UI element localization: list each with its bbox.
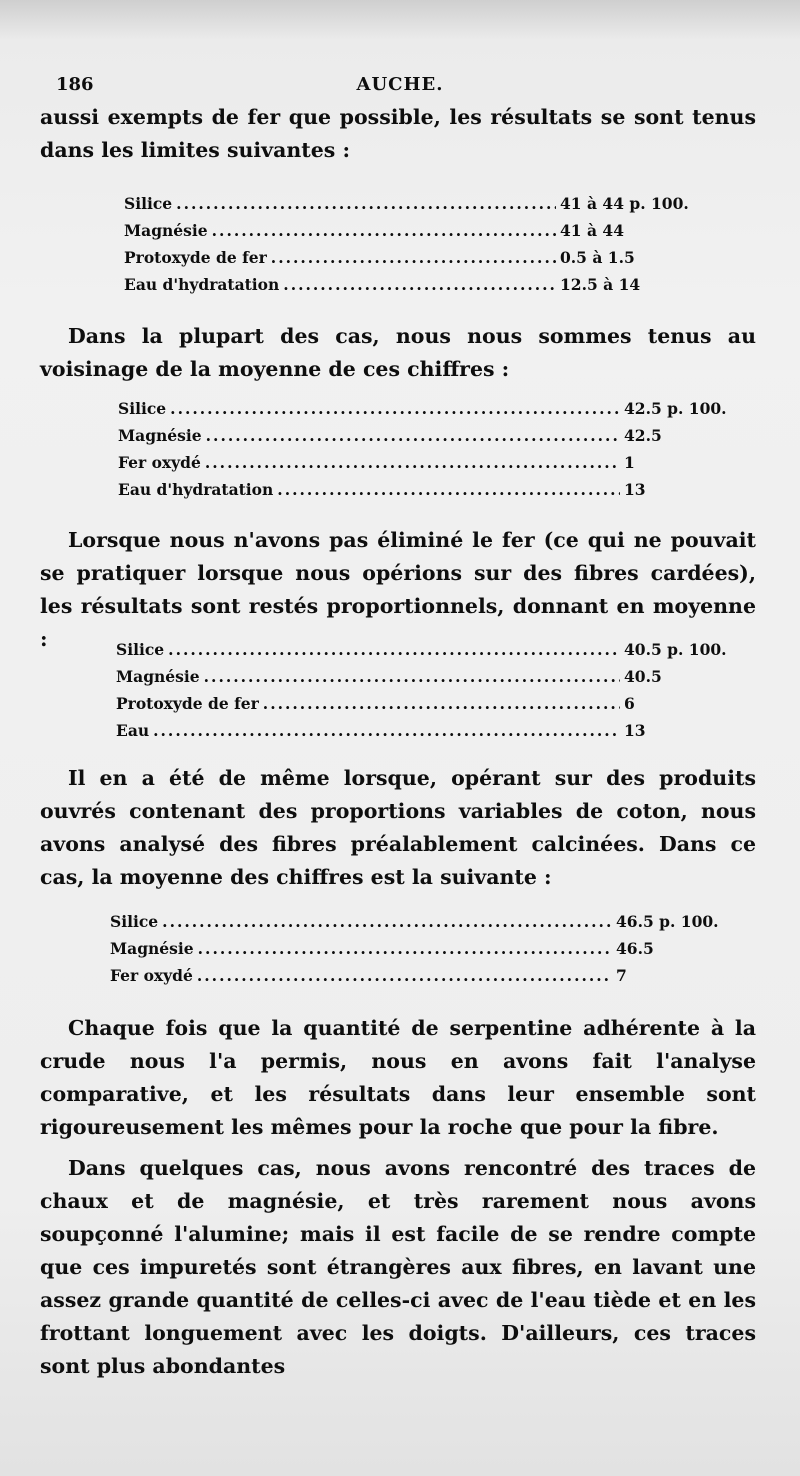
table-row: [110, 912, 756, 939]
leader-dots: [205, 453, 620, 472]
leader-dots: [168, 640, 620, 659]
leader-dots: [271, 248, 556, 267]
paragraph-2: Dans la plupart des cas, nous nous sommes tenus au voisinage de la moyenne de ces chiffres :: [40, 324, 756, 381]
table-row: [124, 248, 756, 275]
table-row: [110, 939, 756, 966]
leader-dots: [212, 221, 556, 240]
table-row: [116, 640, 756, 667]
paragraph-4: Il en a été de même lorsque, opérant sur des produits ouvrés contenant des proportions variables de coton, nous avons analysé des fibres préalablement calcinées. Dans ce cas, la moyenne des chiffres est la suivante :: [40, 766, 756, 889]
table-row: [124, 275, 756, 302]
row-value: 46.5: [616, 939, 654, 958]
composition-table-1: [124, 194, 756, 302]
table-row: [110, 966, 756, 993]
leader-dots: [198, 939, 612, 958]
row-value: 40.5 p. 100.: [624, 640, 727, 659]
row-value: 1: [624, 453, 635, 472]
row-value: 40.5: [624, 667, 662, 686]
table-row: [118, 480, 756, 507]
leader-dots: [283, 275, 556, 294]
row-label: Magnésie: [124, 221, 208, 240]
table-row: [124, 194, 756, 221]
leader-dots: [204, 667, 620, 686]
leader-dots: [263, 694, 620, 713]
table-row: [116, 667, 756, 694]
row-value: 7: [616, 966, 627, 985]
row-label: Magnésie: [118, 426, 202, 445]
row-label: Silice: [110, 912, 159, 931]
row-value: 46.5 p. 100.: [616, 912, 719, 931]
composition-table-3: [116, 640, 756, 748]
leader-dots: [206, 426, 620, 445]
row-value: 0.5 à 1.5: [560, 248, 635, 267]
row-label: Eau: [116, 721, 150, 740]
row-label: Protoxyde de fer: [116, 694, 259, 713]
row-label: Fer oxydé: [110, 966, 193, 985]
leader-dots: [162, 912, 612, 931]
row-value: 42.5: [624, 426, 662, 445]
row-value: 13: [624, 721, 646, 740]
table-row: [116, 721, 756, 748]
row-label: Silice: [118, 399, 167, 418]
table-row: [118, 399, 756, 426]
row-value: 13: [624, 480, 646, 499]
leader-dots: [153, 721, 620, 740]
row-label: Silice: [116, 640, 165, 659]
page-number: 186: [56, 74, 94, 95]
row-value: 6: [624, 694, 635, 713]
leader-dots: [170, 399, 620, 418]
paragraph-6: Dans quelques cas, nous avons rencontré des traces de chaux et de magnésie, et très rarement nous avons soupçonné l'alumine; mais il est facile de se rendre compte que ces impuretés sont étrangères aux fibres, en lavant une assez grande quantité de celles-ci avec de l'eau tiède et en les frottant longuement avec les doigts. D'ailleurs, ces traces sont plus abondantes: [40, 1156, 756, 1378]
composition-table-4: [110, 912, 756, 993]
leader-dots: [197, 966, 612, 985]
page-header: [46, 66, 754, 106]
row-label: Silice: [124, 194, 173, 213]
table-row: [124, 221, 756, 248]
table-row: [116, 694, 756, 721]
table-row: [118, 453, 756, 480]
row-label: Eau d'hydratation: [118, 480, 274, 499]
row-value: 42.5 p. 100.: [624, 399, 727, 418]
row-label: Magnésie: [110, 939, 194, 958]
paragraph-1: aussi exempts de fer que possible, les résultats se sont tenus dans les limites suivantes :: [40, 105, 756, 162]
row-value: 41 à 44 p. 100.: [560, 194, 689, 213]
leader-dots: [277, 480, 620, 499]
paragraph-3: Lorsque nous n'avons pas éliminé le fer (ce qui ne pouvait se pratiquer lorsque nous opérions sur des fibres cardées), les résultats sont restés proportionnels, donnant en moyenne :: [40, 528, 756, 651]
table-row: [118, 426, 756, 453]
row-label: Eau d'hydratation: [124, 275, 280, 294]
row-value: 12.5 à 14: [560, 275, 641, 294]
row-label: Protoxyde de fer: [124, 248, 267, 267]
composition-table-2: [118, 399, 756, 507]
row-value: 41 à 44: [560, 221, 624, 240]
row-label: Fer oxydé: [118, 453, 201, 472]
running-title: AUCHE.: [356, 74, 444, 95]
row-label: Magnésie: [116, 667, 200, 686]
paragraph-5: Chaque fois que la quantité de serpentine adhérente à la crude nous l'a permis, nous en avons fait l'analyse comparative, et les résultats dans leur ensemble sont rigoureusement les mêmes pour la roche que pour la fibre.: [40, 1016, 756, 1139]
leader-dots: [176, 194, 556, 213]
